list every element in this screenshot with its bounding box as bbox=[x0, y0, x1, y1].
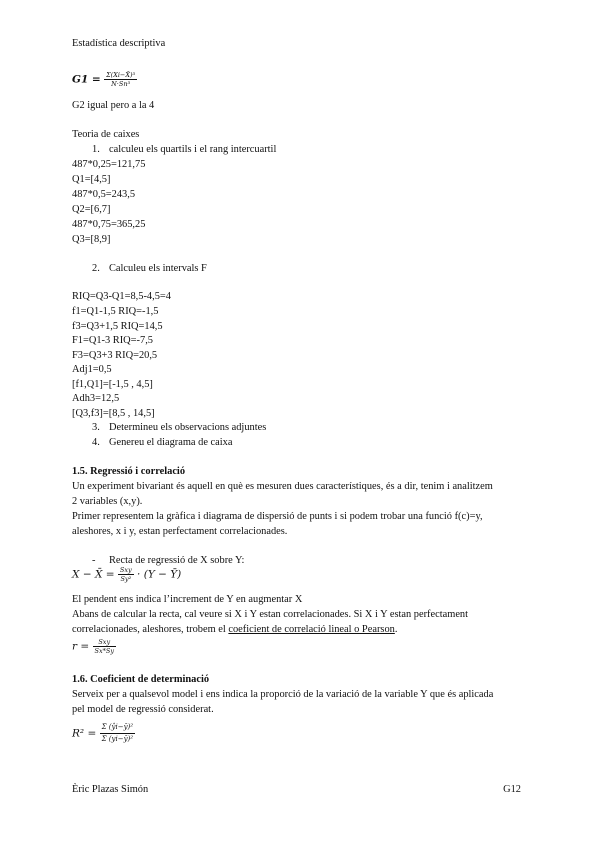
paragraph-line: Serveix per a qualsevol model i ens indica la proporció de la variació de la variable Y que és aplicada bbox=[72, 689, 494, 700]
recta-fraction bbox=[118, 566, 134, 583]
list-number: 1. bbox=[92, 144, 100, 155]
g1-formula bbox=[72, 71, 137, 88]
g1-fraction bbox=[104, 71, 137, 88]
recta-denominator: Sy² bbox=[120, 575, 132, 583]
r2-numerator: Σ (ŷi−ȳ)² bbox=[100, 722, 135, 734]
g1-lhs: G1 = bbox=[72, 73, 101, 86]
recta-numerator: Sxy bbox=[119, 566, 132, 574]
r2-denominator: Σ (yi−ȳ)² bbox=[101, 735, 134, 743]
list-item-observacions: Determineu els observacions adjuntes bbox=[109, 422, 267, 433]
r2-lhs: R² = bbox=[72, 727, 97, 740]
calc-line: RIQ=Q3-Q1=8,5-4,5=4 bbox=[72, 291, 171, 302]
calc-line: 487*0,25=121,75 bbox=[72, 159, 146, 170]
section-heading: 1.5. Regressió i correlació bbox=[72, 466, 186, 477]
paragraph-line: 2 variables (x,y). bbox=[72, 496, 143, 507]
paragraph-line bbox=[72, 623, 397, 636]
calc-line: f3=Q3+1,5 RIQ=14,5 bbox=[72, 321, 163, 332]
list-number: 3. bbox=[92, 422, 100, 433]
paragraph-line: pel model de regressió considerat. bbox=[72, 704, 214, 715]
boxplot-title: Teoria de caixes bbox=[72, 129, 140, 140]
recta-rhs: · (Y − Ȳ) bbox=[137, 568, 182, 581]
calc-line: Adh3=12,5 bbox=[72, 393, 120, 404]
section-heading: 1.6. Coeficient de determinació bbox=[72, 674, 210, 685]
recta-lhs: X − X̄ = bbox=[72, 568, 115, 581]
calc-line: F3=Q3+3 RIQ=20,5 bbox=[72, 350, 158, 361]
list-number: 2. bbox=[92, 263, 100, 274]
r2-fraction bbox=[100, 722, 135, 745]
pearson-link: coeficient de correlació lineal o Pearson bbox=[228, 624, 395, 635]
calc-line: Q3=[8,9] bbox=[72, 234, 111, 245]
r-lhs: r = bbox=[72, 640, 90, 653]
g1-denominator: N·Sn³ bbox=[111, 80, 131, 88]
calc-line: F1=Q1-3 RIQ=-7,5 bbox=[72, 335, 153, 346]
calc-line: 487*0,75=365,25 bbox=[72, 219, 146, 230]
calc-line: Adj1=0,5 bbox=[72, 364, 112, 375]
paragraph-text: . bbox=[394, 624, 398, 635]
paragraph-line: Primer representem la gràfica i diagrama de dispersió de punts i si podem trobar una funció f(c)=y, bbox=[72, 511, 483, 522]
calc-line: [f1,Q1]=[-1,5 , 4,5] bbox=[72, 379, 153, 390]
bullet-dash: - bbox=[92, 555, 96, 566]
bullet-recta-regressio: Recta de regressió de X sobre Y: bbox=[109, 555, 245, 566]
calc-line: Q2=[6,7] bbox=[72, 204, 111, 215]
footer-author: Èric Plazas Simón bbox=[72, 784, 149, 795]
r-numerator: Sxy bbox=[93, 638, 117, 647]
calc-line: [Q3,f3]=[8,5 , 14,5] bbox=[72, 408, 155, 419]
r-fraction bbox=[93, 638, 117, 655]
g1-numerator: Σ(Xi−X̄)³ bbox=[106, 71, 136, 79]
r-formula bbox=[72, 638, 116, 655]
calc-line: 487*0,5=243,5 bbox=[72, 189, 136, 200]
paragraph-line: Un experiment bivariant és aquell en què es mesuren dues característiques, és a dir, tenim i analitzem bbox=[72, 481, 493, 492]
paragraph-text: correlacionades, aleshores, trobem el bbox=[72, 624, 229, 635]
g2-text: G2 igual pero a la 4 bbox=[72, 100, 155, 111]
list-item-intervals: Calculeu els intervals F bbox=[109, 263, 207, 274]
calc-line: f1=Q1-1,5 RIQ=-1,5 bbox=[72, 306, 159, 317]
calc-line: Q1=[4,5] bbox=[72, 174, 111, 185]
list-item-diagrama: Genereu el diagrama de caixa bbox=[109, 437, 233, 448]
r-denominator: Sx*Sy bbox=[94, 647, 114, 655]
list-number: 4. bbox=[92, 437, 100, 448]
paragraph-line: aleshores, x i y, estan perfectament correlacionades. bbox=[72, 526, 288, 537]
r2-formula bbox=[72, 722, 135, 745]
paragraph-line: Abans de calcular la recta, cal veure si X i Y estan correlacionades. Si X i Y estan perfectament bbox=[72, 609, 469, 620]
regression-line-formula bbox=[72, 566, 181, 583]
list-item-quartils: calculeu els quartils i el rang intercuartil bbox=[109, 144, 277, 155]
footer-page: G12 bbox=[503, 784, 521, 795]
header-title: Estadística descriptiva bbox=[72, 38, 166, 49]
paragraph-line: El pendent ens indica l’increment de Y en augmentar X bbox=[72, 594, 303, 605]
